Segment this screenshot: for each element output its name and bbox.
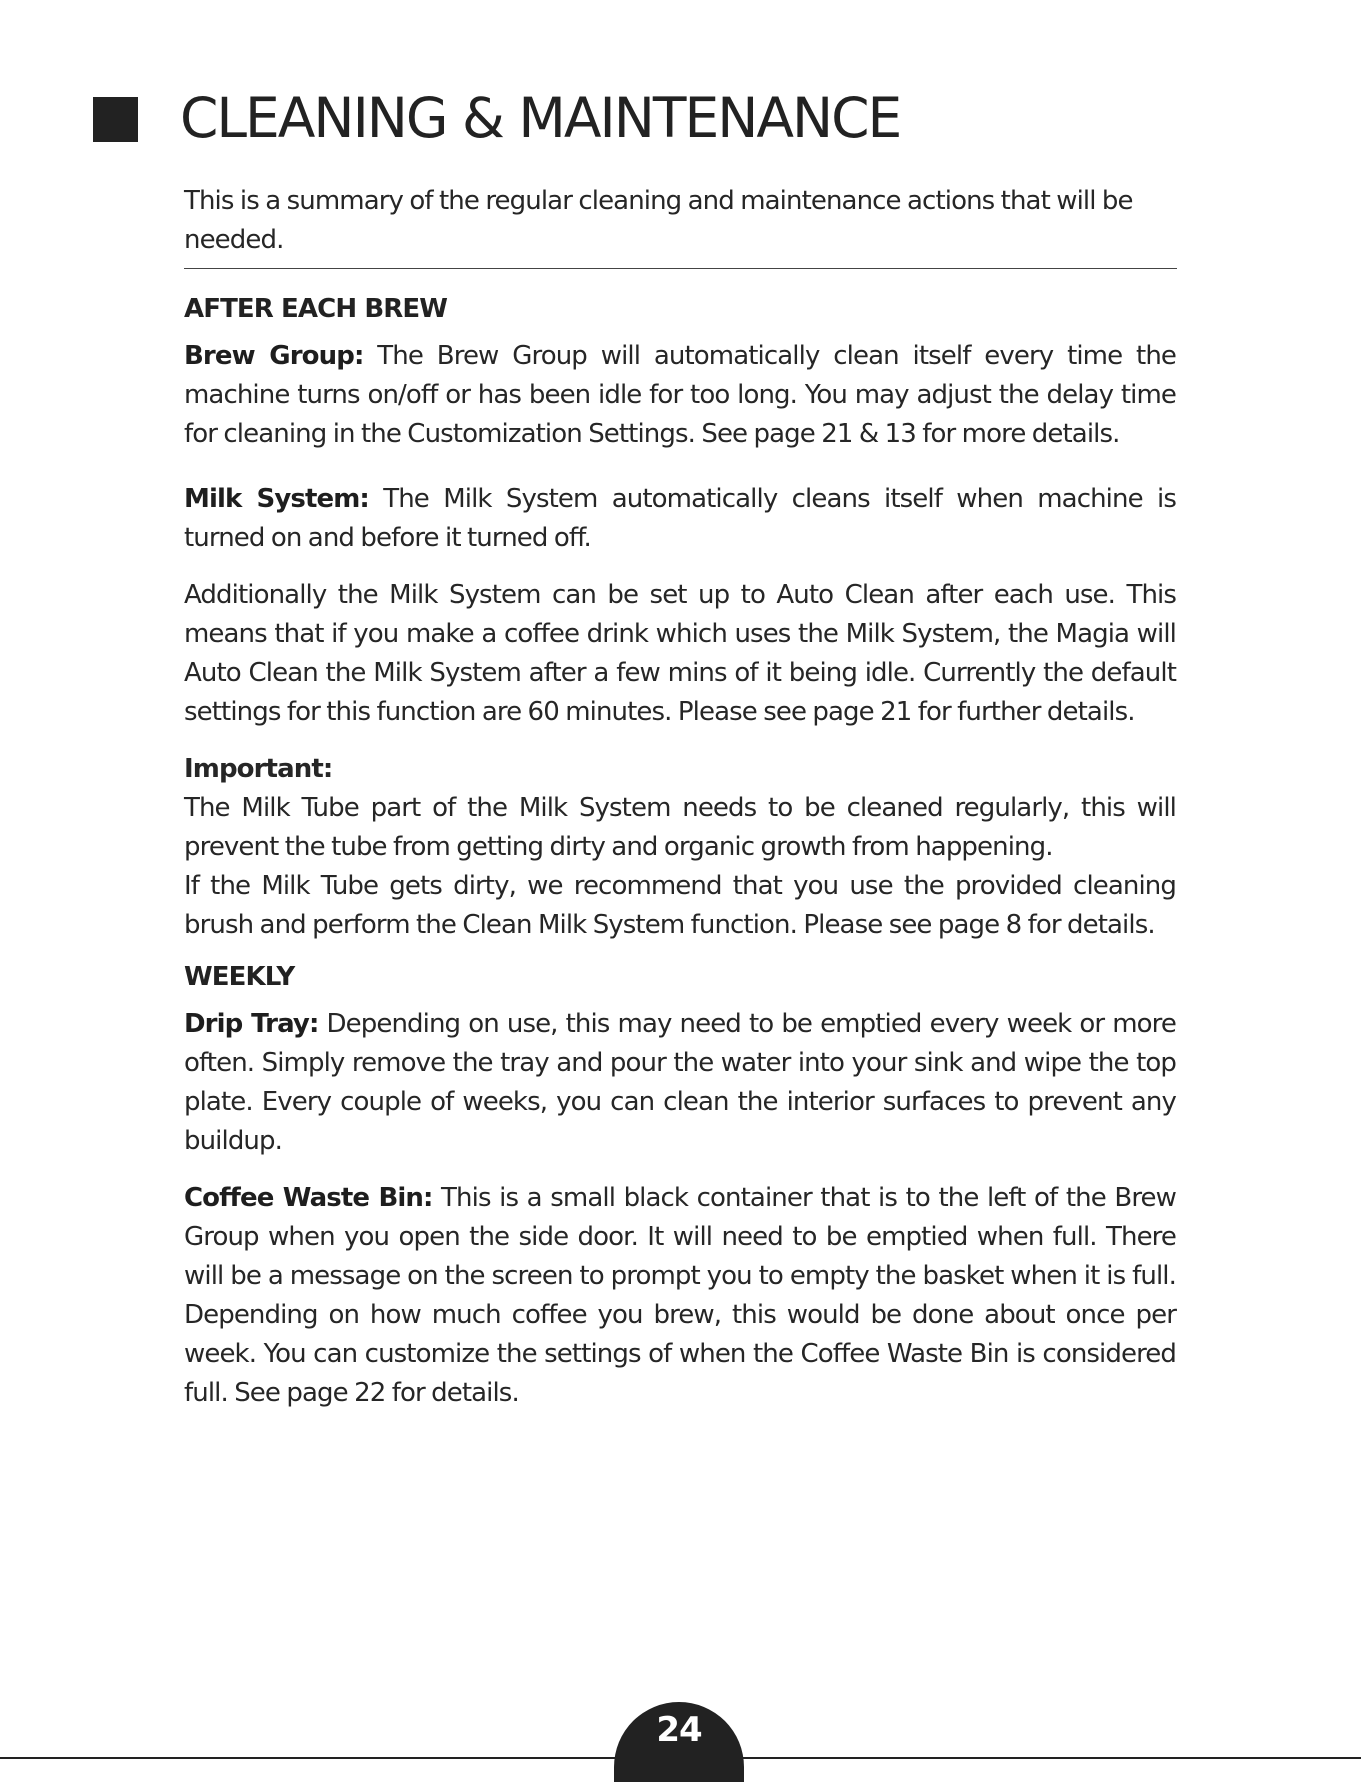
- important-text-clean-brush: If the Milk Tube gets dirty, we recommend that you use the provided cleaning brush and perform the Clean Milk System function. Please see page 8 for details.: [184, 871, 1176, 940]
- section-marker-square: [93, 97, 138, 142]
- coffee-waste-bin-text: This is a small black container that is to the left of the Brew Group when you open the side door. It will need to be emptied when full. There will be a message on the screen to prompt you to empty the basket when it is full. Depending on how much coffee you brew, this would be done about once per week. You can customize the settings of when the Coffee Waste Bin is considered full. See page 22 for details.: [184, 1183, 1176, 1408]
- section-heading-weekly: WEEKLY: [184, 962, 295, 992]
- brew-group-label: Brew Group:: [184, 341, 364, 371]
- page-number-badge: [614, 1702, 744, 1782]
- section-heading-after-each-brew: AFTER EACH BREW: [184, 294, 448, 324]
- milk-system-text: The Milk System automatically cleans itself when machine is turned on and before it turned off.: [184, 484, 1176, 553]
- intro-paragraph: This is a summary of the regular cleaning and maintenance actions that will be needed.: [184, 186, 1133, 255]
- page-number: 24: [656, 1710, 702, 1750]
- footer-line: [0, 1757, 1361, 1759]
- important-label: Important:: [184, 754, 333, 784]
- milk-system-paragraph: [184, 480, 1176, 558]
- brew-group-text: The Brew Group will automatically clean itself every time the machine turns on/off or has been idle for too long. You may adjust the delay time for cleaning in the Customization Settings. See page 21 & 13 for more details.: [184, 341, 1177, 449]
- brew-group-paragraph: [184, 337, 1176, 454]
- drip-tray-text: Depending on use, this may need to be emptied every week or more often. Simply remove the tray and pour the water into your sink and wipe the top plate. Every couple of weeks, you can clean the interior surfaces to prevent any buildup.: [184, 1009, 1176, 1156]
- divider: [184, 268, 1177, 269]
- coffee-waste-bin-label: Coffee Waste Bin:: [184, 1183, 433, 1213]
- page-content: [184, 182, 1176, 1413]
- milk-system-label: Milk System:: [184, 484, 369, 514]
- drip-tray-paragraph: [184, 1005, 1176, 1161]
- coffee-waste-bin-paragraph: [184, 1179, 1176, 1413]
- milk-auto-clean-paragraph: Additionally the Milk System can be set up to Auto Clean after each use. This means that if you make a coffee drink which uses the Milk System, the Magia will Auto Clean the Milk System after a few mins of it being idle. Currently the default settings for this function are 60 minutes. Please see page 21 for further details.: [184, 580, 1176, 727]
- page-title: CLEANING & MAINTENANCE: [180, 86, 901, 150]
- drip-tray-label: Drip Tray:: [184, 1009, 319, 1039]
- important-text-milk-tube: The Milk Tube part of the Milk System needs to be cleaned regularly, this will prevent the tube from getting dirty and organic growth from happening.: [184, 793, 1176, 862]
